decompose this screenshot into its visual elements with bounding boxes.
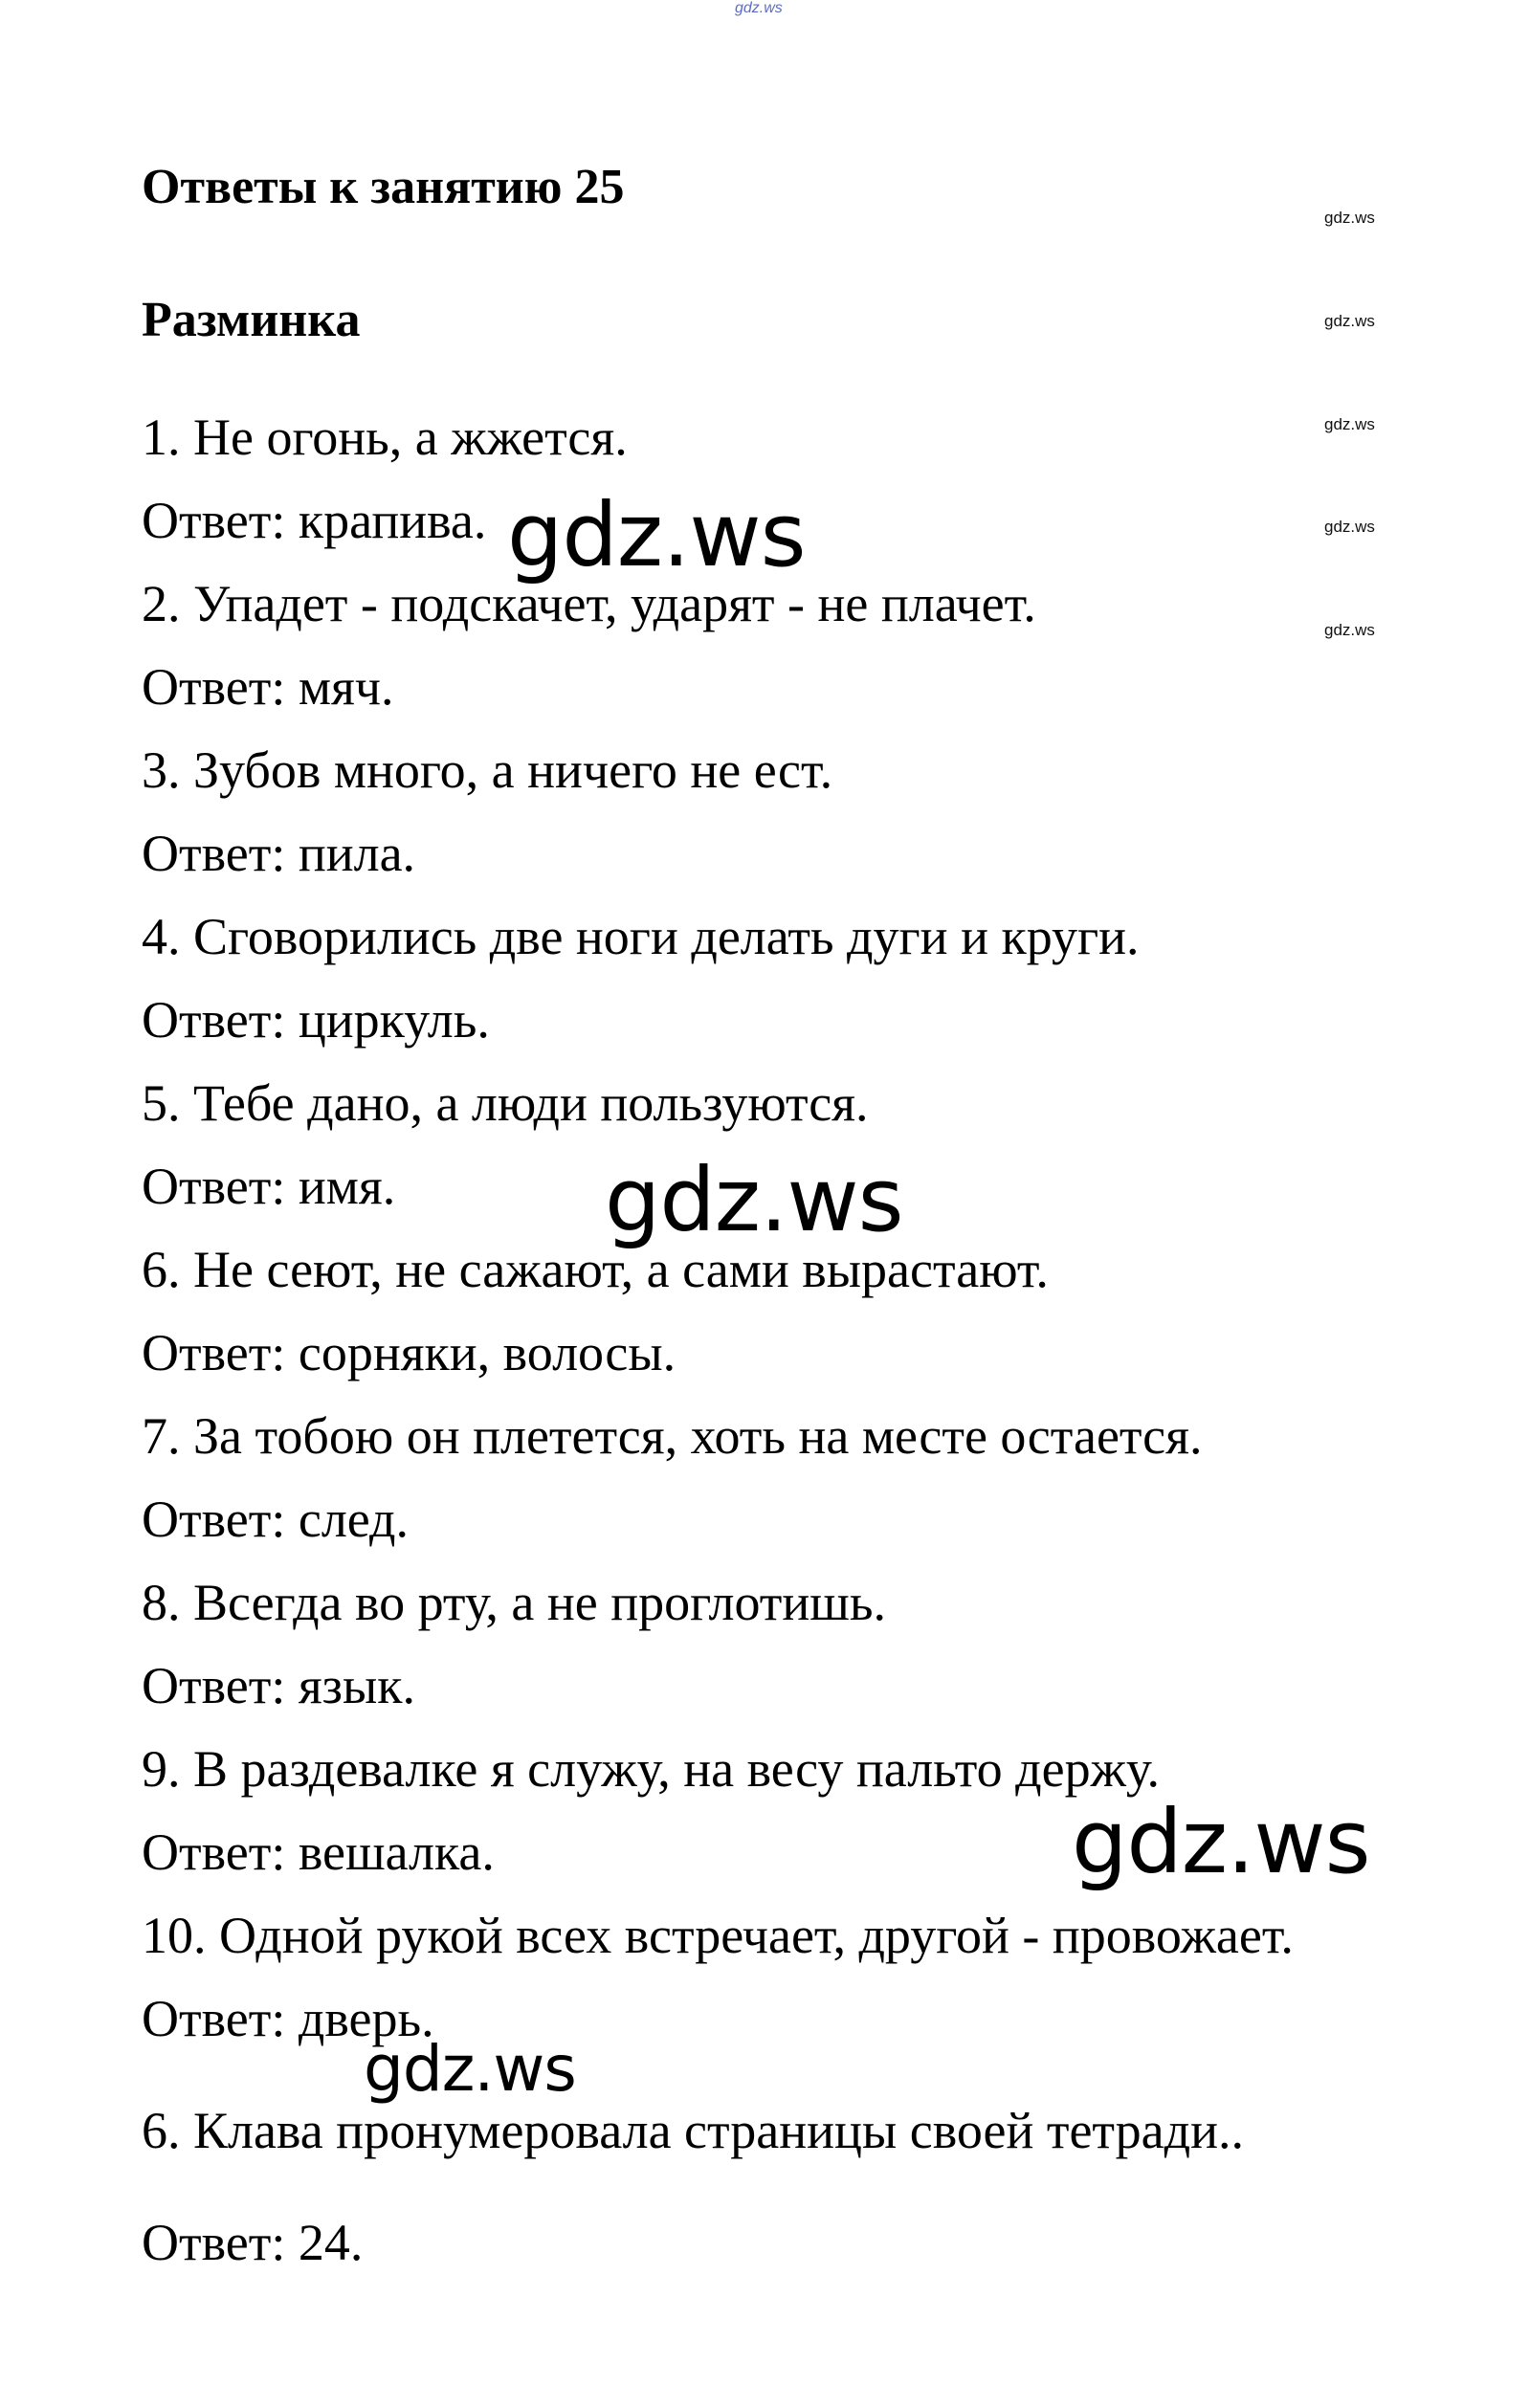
answer-line: Ответ: имя. [142,1158,396,1215]
side-watermark: gdz.ws [1324,312,1375,330]
side-watermark: gdz.ws [1324,209,1375,227]
answer-line: Ответ: крапива. [142,492,487,549]
watermark: gdz.ws [507,484,806,586]
riddle-line: 5. Тебе дано, а люди пользуются. [142,1074,869,1132]
answer-line: Ответ: дверь. [142,1990,434,2047]
riddle-line: 8. Всегда во рту, а не проглотишь. [142,1574,886,1631]
side-watermark: gdz.ws [1324,621,1375,639]
riddle-line: 10. Одной рукой всех встречает, другой - провожает. [142,1907,1294,1964]
answer-line: Ответ: вешалка. [142,1823,495,1881]
top-watermark: gdz.ws [735,0,783,16]
answer-line: Ответ: сорняки, волосы. [142,1324,676,1381]
side-watermark: gdz.ws [1324,415,1375,433]
watermark: gdz.ws [605,1149,903,1251]
watermark: gdz.ws [364,2032,576,2106]
page-title: Ответы к занятию 25 [142,160,625,214]
riddle-line: 6. Не сеют, не сажают, а сами вырастают. [142,1241,1049,1298]
answer-line: Ответ: пила. [142,825,416,882]
answer-line: Ответ: язык. [142,1657,416,1714]
answer-line: Ответ: мяч. [142,658,394,716]
watermark: gdz.ws [1072,1791,1370,1893]
riddle-line: 4. Сговорились две ноги делать дуги и круги. [142,908,1140,965]
riddle-line: 9. В раздевалке я служу, на весу пальто держу. [142,1740,1160,1798]
side-watermark: gdz.ws [1324,518,1375,536]
answer-line: Ответ: 24. [142,2214,364,2271]
answer-line: Ответ: след. [142,1491,409,1548]
answer-line: Ответ: циркуль. [142,991,490,1049]
riddle-line: 3. Зубов много, а ничего не ест. [142,741,833,799]
riddle-line: 7. За тобою он плетется, хоть на месте остается. [142,1407,1203,1465]
riddle-line: 2. Упадет - подскачет, ударят - не плачет. [142,575,1036,632]
section-heading: Разминка [142,293,361,347]
task-line: 6. Клава пронумеровала страницы своей тетради.. [142,2102,1245,2159]
riddle-line: 1. Не огонь, а жжется. [142,409,628,466]
